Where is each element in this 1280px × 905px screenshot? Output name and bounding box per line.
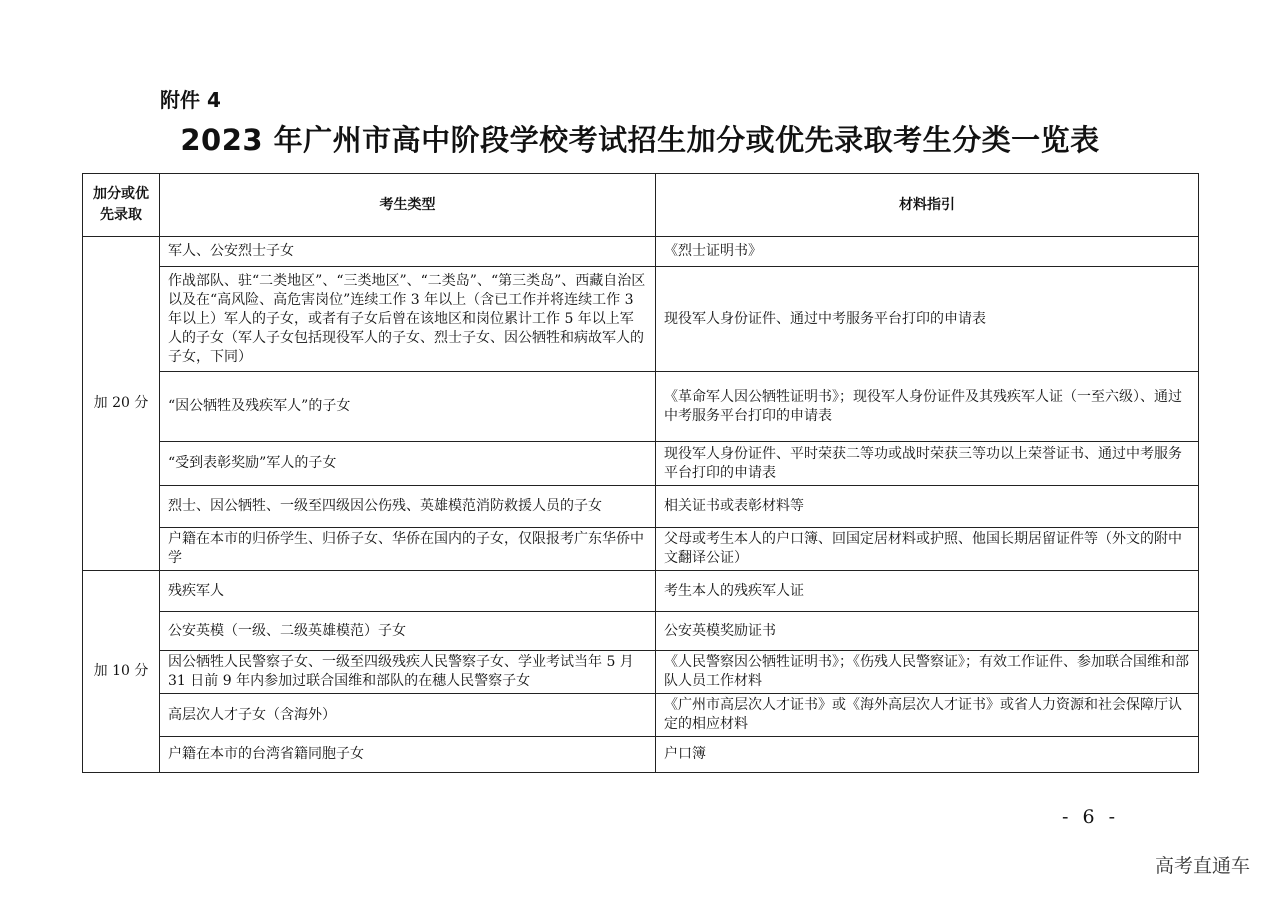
page-number: - 6 - xyxy=(1062,806,1120,828)
page-title: 2023 年广州市高中阶段学校考试招生加分或优先录取考生分类一览表 xyxy=(180,123,1100,157)
header-materials: 材料指引 xyxy=(656,174,1199,237)
table-row xyxy=(83,486,1199,528)
table-row xyxy=(83,372,1199,442)
materials-cell: 公安英模奖励证书 xyxy=(656,612,1199,651)
category-cell: 加 10 分 xyxy=(83,571,160,773)
materials-cell: 父母或考生本人的户口簿、回国定居材料或护照、他国长期居留证件等（外文的附中文翻译公证） xyxy=(656,528,1199,571)
watermark-text: 高考直通车 xyxy=(1154,855,1250,877)
type-cell: 高层次人才子女（含海外） xyxy=(160,694,656,737)
table-row xyxy=(83,651,1199,694)
table-row xyxy=(83,737,1199,773)
category-cell: 加 20 分 xyxy=(83,237,160,571)
type-cell: 户籍在本市的台湾省籍同胞子女 xyxy=(160,737,656,773)
type-cell: 作战部队、驻“二类地区”、“三类地区”、“二类岛”、“第三类岛”、西藏自治区以及在“高风险、高危害岗位”连续工作 3 年以上（含已工作并将连续工作 3 年以上）军人的子女，或者有子女后曾在该地区和岗位累计工作 5 年以上军人的子女（军人子女包括现役军人的子女、烈士子女、因公牺牲和病故军人的子女，下同） xyxy=(160,267,656,372)
table-row xyxy=(83,694,1199,737)
materials-cell: 现役军人身份证件、平时荣获二等功或战时荣获三等功以上荣誉证书、通过中考服务平台打印的申请表 xyxy=(656,442,1199,486)
table-row xyxy=(83,528,1199,571)
table-row xyxy=(83,442,1199,486)
materials-cell: 《人民警察因公牺牲证明书》；《伤残人民警察证》；有效工作证件、参加联合国维和部队人员工作材料 xyxy=(656,651,1199,694)
type-cell: 户籍在本市的归侨学生、归侨子女、华侨在国内的子女，仅限报考广东华侨中学 xyxy=(160,528,656,571)
table-row xyxy=(83,267,1199,372)
materials-cell: 《烈士证明书》 xyxy=(656,237,1199,267)
table-row xyxy=(83,612,1199,651)
type-cell: “受到表彰奖励”军人的子女 xyxy=(160,442,656,486)
materials-cell: 相关证书或表彰材料等 xyxy=(656,486,1199,528)
header-type: 考生类型 xyxy=(160,174,656,237)
table-row xyxy=(83,571,1199,612)
header-category: 加分或优先录取 xyxy=(83,174,160,237)
type-cell: 军人、公安烈士子女 xyxy=(160,237,656,267)
materials-cell: 《革命军人因公牺牲证明书》；现役军人身份证件及其残疾军人证（一至六级）、通过中考服务平台打印的申请表 xyxy=(656,372,1199,442)
bonus-points-table xyxy=(82,173,1199,773)
materials-cell: 户口簿 xyxy=(656,737,1199,773)
table-row xyxy=(83,237,1199,267)
materials-cell: 考生本人的残疾军人证 xyxy=(656,571,1199,612)
materials-cell: 《广州市高层次人才证书》或《海外高层次人才证书》或省人力资源和社会保障厅认定的相应材料 xyxy=(656,694,1199,737)
table-header-row xyxy=(83,174,1199,237)
type-cell: “因公牺牲及残疾军人”的子女 xyxy=(160,372,656,442)
attachment-label: 附件 4 xyxy=(160,88,221,112)
type-cell: 公安英模（一级、二级英雄模范）子女 xyxy=(160,612,656,651)
materials-cell: 现役军人身份证件、通过中考服务平台打印的申请表 xyxy=(656,267,1199,372)
type-cell: 烈士、因公牺牲、一级至四级因公伤残、英雄模范消防救援人员的子女 xyxy=(160,486,656,528)
type-cell: 残疾军人 xyxy=(160,571,656,612)
type-cell: 因公牺牲人民警察子女、一级至四级残疾人民警察子女、学业考试当年 5 月 31 日前 9 年内参加过联合国维和部队的在穗人民警察子女 xyxy=(160,651,656,694)
